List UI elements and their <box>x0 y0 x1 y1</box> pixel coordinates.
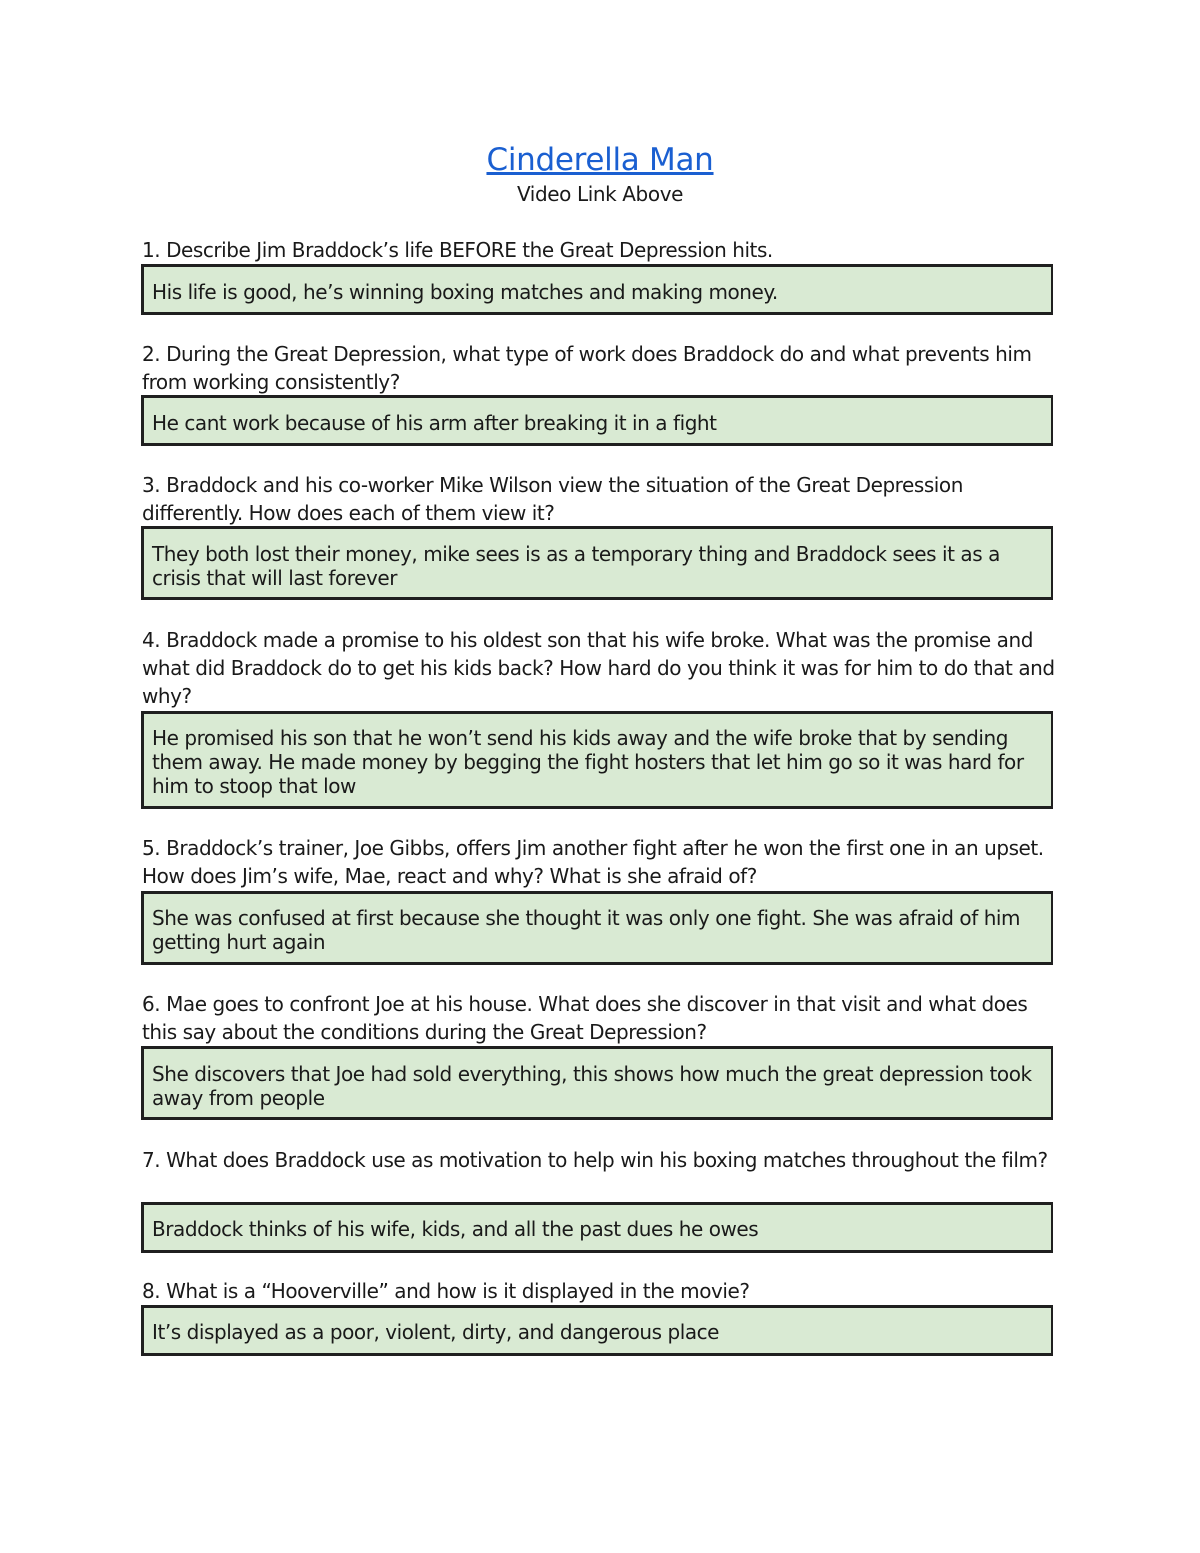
question-7: 7. What does Braddock use as motivation to help win his boxing matches throughout the film? <box>142 1148 1048 1172</box>
question-2: 2. During the Great Depression, what type of work does Braddock do and what prevents him from working consistently? <box>142 342 1032 394</box>
question-4: 4. Braddock made a promise to his oldest son that his wife broke. What was the promise and what did Braddock do to get his kids back? How hard do you think it was for him to do that and why? <box>142 628 1055 708</box>
answer-box-5[interactable]: She was confused at first because she thought it was only one fight. She was afraid of him getting hurt again <box>141 891 1053 965</box>
question-1: 1. Describe Jim Braddock’s life BEFORE the Great Depression hits. <box>142 238 773 262</box>
question-3: 3. Braddock and his co-worker Mike Wilson view the situation of the Great Depression differently. How does each of them view it? <box>142 473 963 525</box>
answer-box-7[interactable]: Braddock thinks of his wife, kids, and all the past dues he owes <box>141 1202 1053 1253</box>
document-subtitle: Video Link Above <box>516 182 684 206</box>
question-8: 8. What is a “Hooverville” and how is it displayed in the movie? <box>142 1279 750 1303</box>
answer-box-6[interactable]: She discovers that Joe had sold everything, this shows how much the great depression took away from people <box>141 1046 1053 1120</box>
answer-box-1[interactable]: His life is good, he’s winning boxing matches and making money. <box>141 264 1053 315</box>
answer-box-8[interactable]: It’s displayed as a poor, violent, dirty, and dangerous place <box>141 1305 1053 1356</box>
question-6: 6. Mae goes to confront Joe at his house. What does she discover in that visit and what does this say about the conditions during the Great Depression? <box>142 992 1028 1044</box>
answer-box-2[interactable]: He cant work because of his arm after breaking it in a fight <box>141 395 1053 446</box>
answer-box-3[interactable]: They both lost their money, mike sees is as a temporary thing and Braddock sees it as a crisis that will last forever <box>141 526 1053 600</box>
answer-box-4[interactable]: He promised his son that he won’t send his kids away and the wife broke that by sending them away. He made money by begging the fight hosters that let him go so it was hard for him to stoop that low <box>141 711 1053 809</box>
question-5: 5. Braddock’s trainer, Joe Gibbs, offers Jim another fight after he won the first one in an upset. How does Jim’s wife, Mae, react and why? What is she afraid of? <box>142 836 1044 888</box>
document-title-link[interactable]: Cinderella Man <box>486 142 714 178</box>
